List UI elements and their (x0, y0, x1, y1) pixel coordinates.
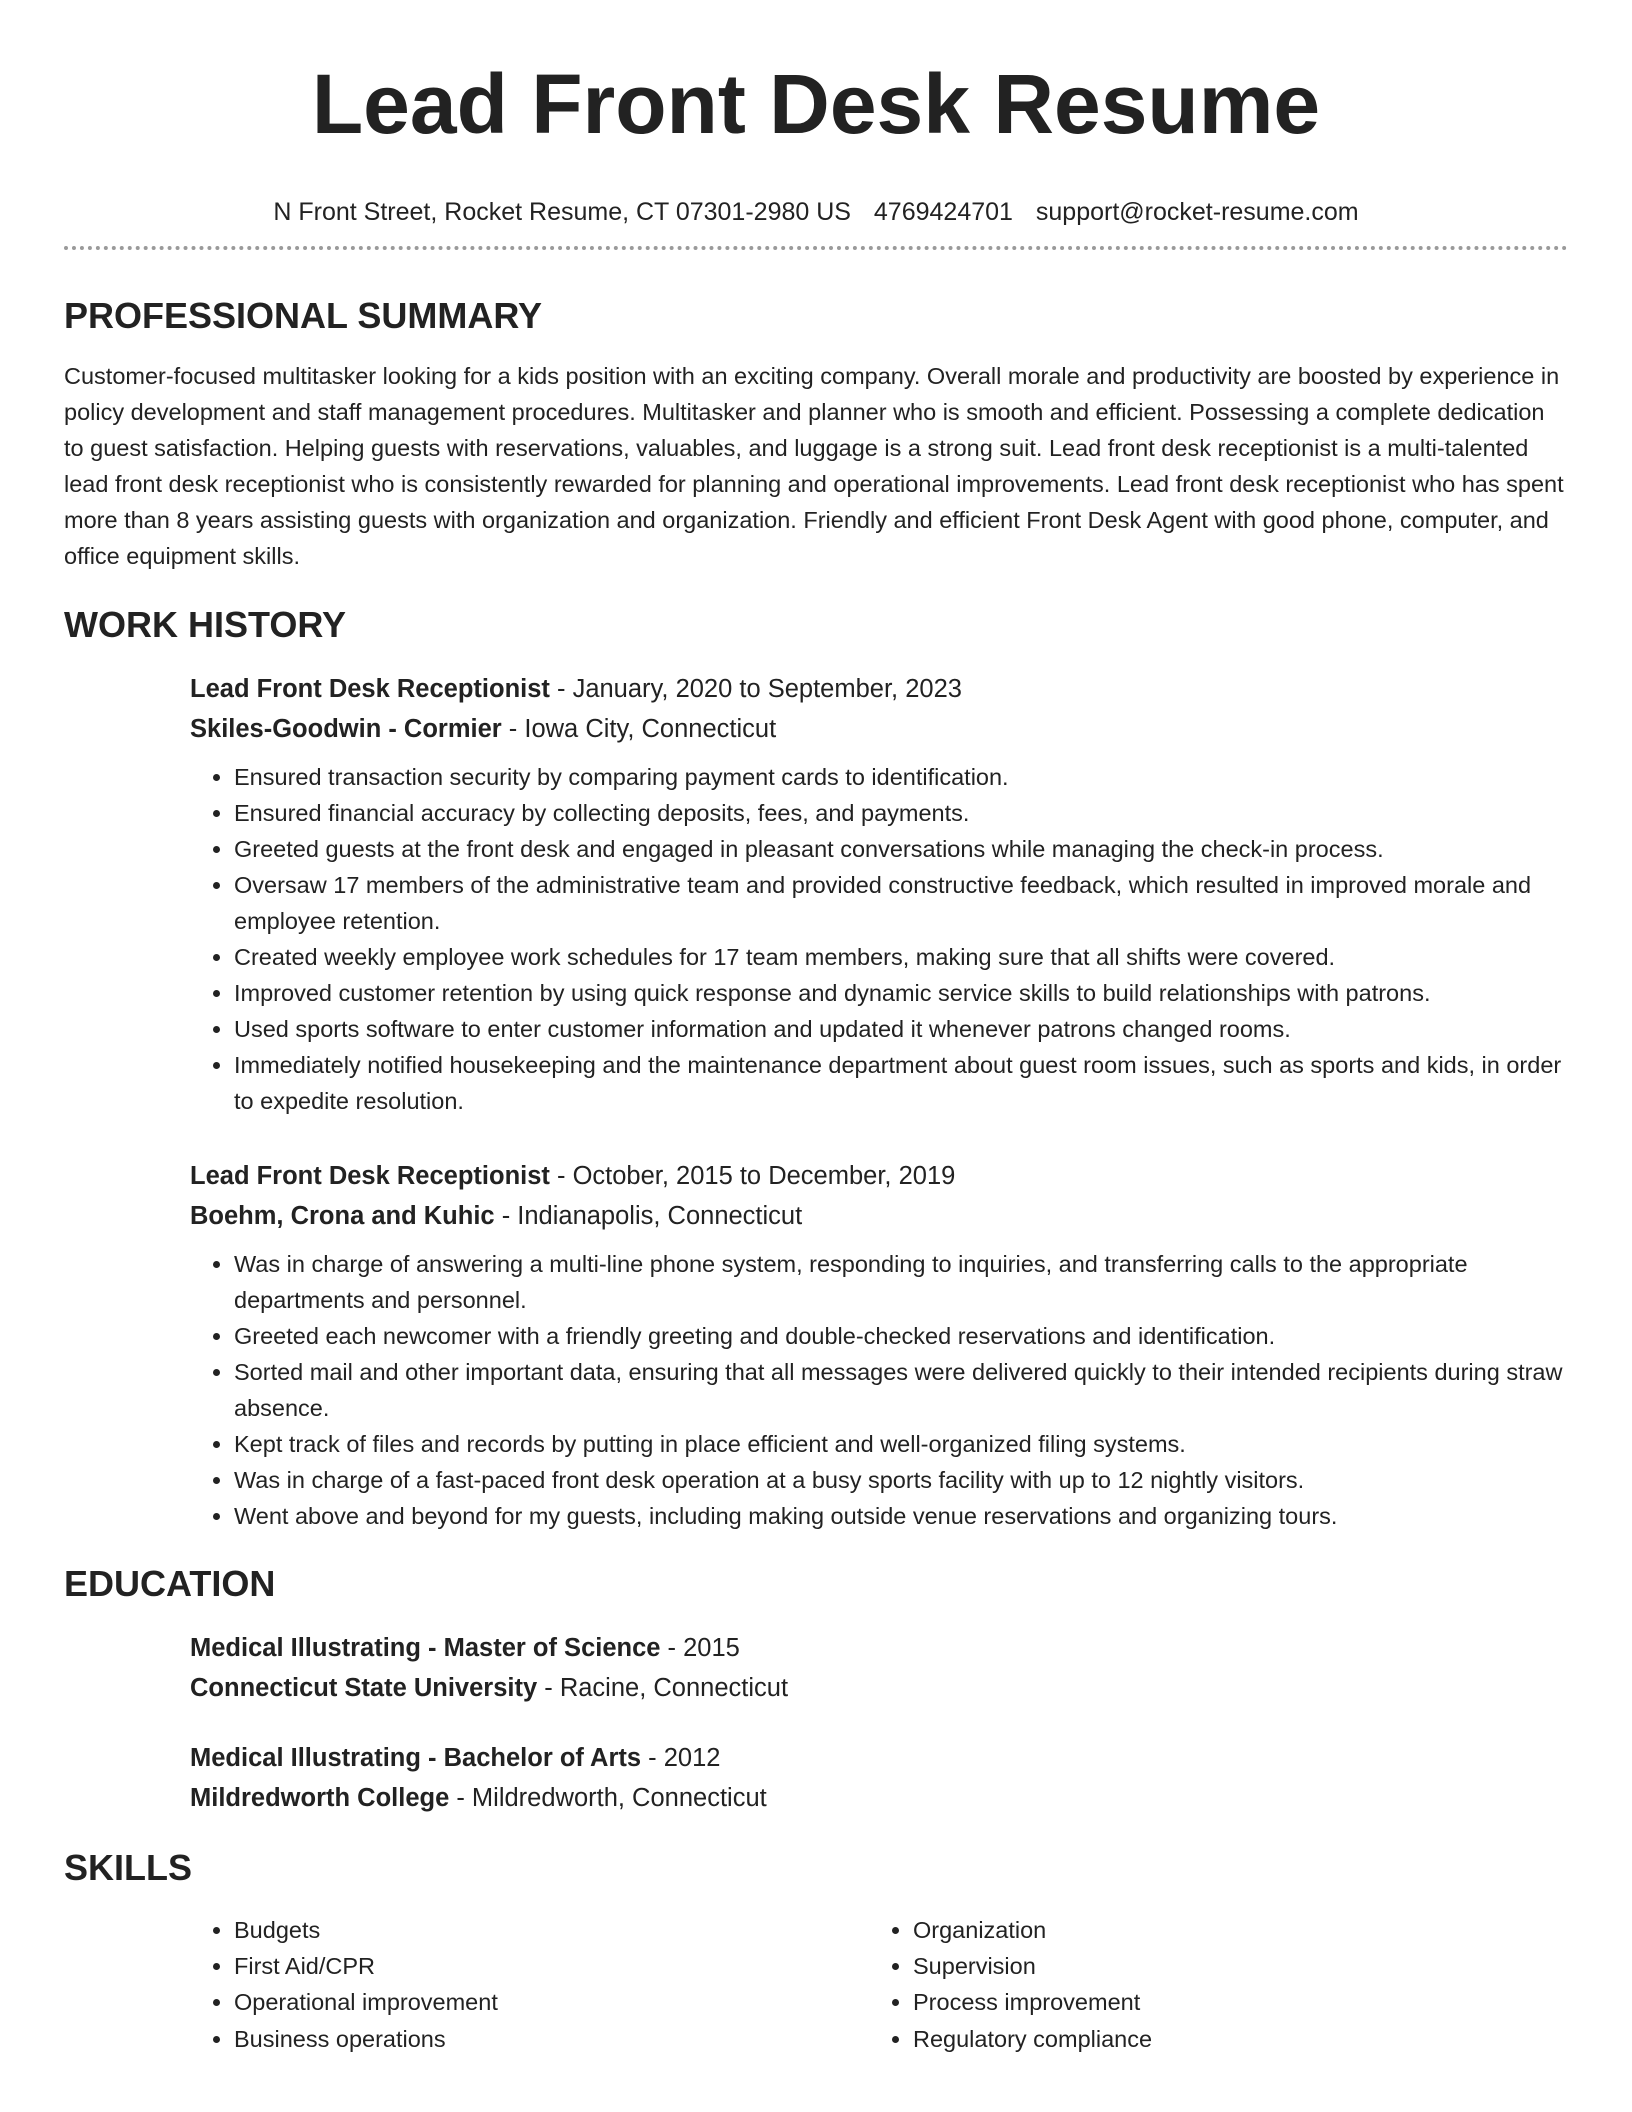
job-bullet: • Ensured financial accuracy by collecting deposits, fees, and payments. (234, 795, 1568, 831)
contact-line (64, 196, 1568, 228)
education-entry (190, 1628, 1568, 1708)
section-heading-education: EDUCATION (64, 1563, 276, 1605)
contact-phone: 4769424701 (873, 198, 1013, 226)
job-dates: - October, 2015 to December, 2019 (549, 1161, 956, 1190)
school: Mildredworth College (190, 1784, 450, 1813)
section-heading-summary: PROFESSIONAL SUMMARY (64, 295, 543, 336)
job-bullet: • Oversaw 17 members of the administrative team and provided constructive feedback, which resulted in improved morale and employee retention. (234, 867, 1568, 939)
job-title: Lead Front Desk Receptionist (190, 1161, 550, 1190)
job-company: Boehm, Crona and Kuhic (190, 1201, 495, 1230)
job-bullet: • Improved customer retention by using quick response and dynamic service skills to build relationships with patrons. (234, 975, 1568, 1011)
skill-item: • Organization (913, 1912, 1548, 1948)
job-bullet: • Greeted guests at the front desk and engaged in pleasant conversations while managing the check-in process. (234, 831, 1568, 867)
job-bullet: • Was in charge of answering a multi-line phone system, responding to inquiries, and transferring calls to the appropriate departments and personnel. (234, 1246, 1568, 1318)
education-section (64, 1562, 1568, 1818)
degree: Medical Illustrating - Master of Science (190, 1634, 661, 1663)
section-heading-work: WORK HISTORY (64, 603, 347, 645)
job-bullet: • Used sports software to enter customer information and updated it whenever patrons changed rooms. (234, 1011, 1568, 1047)
degree-year: - 2012 (641, 1744, 721, 1773)
resume-page (64, 0, 1568, 2057)
job-bullets (190, 1246, 1568, 1535)
job-bullet: • Created weekly employee work schedules for 17 team members, making sure that all shifts were covered. (234, 939, 1568, 975)
job-bullet: • Sorted mail and other important data, ensuring that all messages were delivered quickly to their intended recipients during straw absence. (234, 1354, 1568, 1426)
resume-title: Lead Front Desk Resume (311, 57, 1321, 151)
job-location: - Iowa City, Connecticut (501, 714, 777, 743)
degree-year: - 2015 (660, 1634, 740, 1663)
school-location: - Racine, Connecticut (537, 1674, 789, 1703)
job-location: - Indianapolis, Connecticut (494, 1201, 803, 1230)
skills-section (64, 1846, 1568, 2056)
skills-list-right (869, 1912, 1548, 2056)
job-bullets (190, 759, 1568, 1120)
school-location: - Mildredworth, Connecticut (449, 1784, 767, 1813)
skills-columns (190, 1912, 1568, 2056)
education-entry (190, 1738, 1568, 1818)
skill-item: • First Aid/CPR (234, 1948, 869, 1984)
job-bullet: • Kept track of files and records by putting in place efficient and well-organized filing systems. (234, 1426, 1568, 1462)
job-title-line (190, 1156, 1568, 1196)
job-bullet: • Greeted each newcomer with a friendly greeting and double-checked reservations and identification. (234, 1318, 1568, 1354)
skills-list-left (190, 1912, 869, 2056)
school-line (190, 1668, 1568, 1708)
work-history-section (64, 603, 1568, 1535)
job-company-line (190, 1196, 1568, 1236)
job-title-line (190, 669, 1568, 709)
summary-text: Customer-focused multitasker looking for a kids position with an exciting company. Overall morale and productivity are boosted by experience in policy development and staff management procedures. Multitasker and planner who is smooth and efficient. Possessing a complete dedication to guest satisfaction. Helping guests with reservations, valuables, and luggage is a strong suit. Lead front desk receptionist is a multi-talented lead front desk receptionist who is consistently rewarded for planning and operational improvements. Lead front desk receptionist who has spent more than 8 years assisting guests with organization and organization. Friendly and efficient Front Desk Agent with good phone, computer, and office equipment skills. (64, 363, 1564, 570)
job-title: Lead Front Desk Receptionist (190, 674, 550, 703)
degree: Medical Illustrating - Bachelor of Arts (190, 1744, 642, 1773)
professional-summary-section (64, 294, 1568, 575)
skill-item: • Process improvement (913, 1984, 1548, 2020)
job-bullet: • Immediately notified housekeeping and the maintenance department about guest room issues, such as sports and kids, in order to expedite resolution. (234, 1047, 1568, 1119)
job-entry (190, 1156, 1568, 1535)
job-bullet: • Ensured transaction security by comparing payment cards to identification. (234, 759, 1568, 795)
header-divider (64, 246, 1568, 250)
job-company: Skiles-Goodwin - Cormier (190, 714, 502, 743)
contact-email: support@rocket-resume.com (1035, 198, 1359, 226)
job-company-line (190, 709, 1568, 749)
degree-line (190, 1628, 1568, 1668)
skill-item: • Supervision (913, 1948, 1548, 1984)
school: Connecticut State University (190, 1674, 538, 1703)
skill-item: • Regulatory compliance (913, 2021, 1548, 2057)
job-dates: - January, 2020 to September, 2023 (549, 674, 962, 703)
skill-item: • Business operations (234, 2021, 869, 2057)
skill-item: • Budgets (234, 1912, 869, 1948)
contact-address: N Front Street, Rocket Resume, CT 07301-2980 US (273, 198, 851, 226)
degree-line (190, 1738, 1568, 1778)
section-heading-skills: SKILLS (64, 1847, 193, 1889)
school-line (190, 1778, 1568, 1818)
job-bullet: • Was in charge of a fast-paced front desk operation at a busy sports facility with up to 12 nightly visitors. (234, 1462, 1568, 1498)
skill-item: • Operational improvement (234, 1984, 869, 2020)
job-bullet: • Went above and beyond for my guests, including making outside venue reservations and organizing tours. (234, 1498, 1568, 1534)
job-entry (190, 669, 1568, 1120)
